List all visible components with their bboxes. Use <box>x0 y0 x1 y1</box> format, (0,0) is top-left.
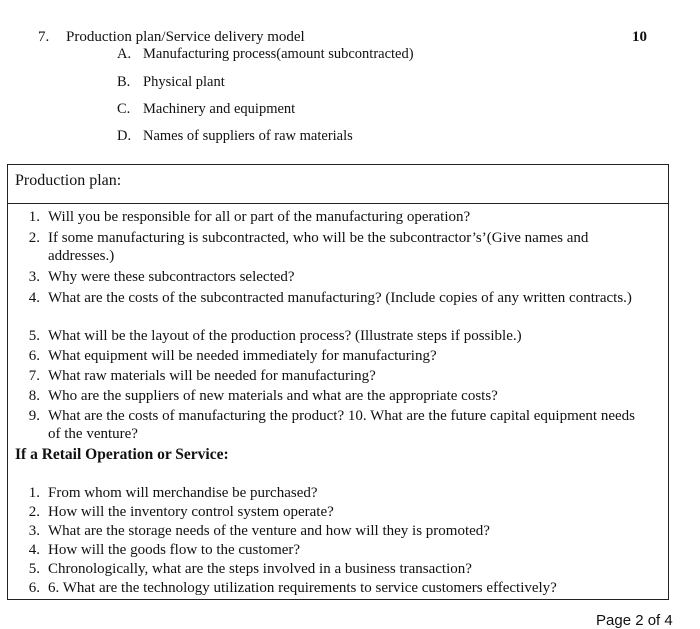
list-item-number: 2. <box>28 230 40 246</box>
list-item <box>14 387 654 405</box>
list-item-number: 4. <box>28 290 40 306</box>
list-item-text: What equipment will be needed immediately for manufacturing? <box>48 348 437 364</box>
list-item <box>14 289 654 325</box>
list-item-number: 3. <box>28 523 40 539</box>
list-item-text: What are the storage needs of the venture and how will they is promoted? <box>48 523 490 539</box>
section-item-text: Names of suppliers of raw materials <box>143 128 353 144</box>
list-item-number: 7. <box>28 368 40 384</box>
list-item-text: Will you be responsible for all or part of the manufacturing operation? <box>48 209 471 225</box>
list-item-number: 6. <box>28 580 40 596</box>
list-item-text: From whom will merchandise be purchased? <box>48 485 318 501</box>
list-item-text: If some manufacturing is subcontracted, who will be the subcontractor’s’(Give names and addresses.) <box>48 230 589 264</box>
list-item-text: What are the costs of manufacturing the product? 10. What are the future capital equipment needs of the venture? <box>48 408 635 442</box>
list-item-text: Why were these subcontractors selected? <box>48 269 295 285</box>
list-item <box>14 503 654 521</box>
section-title: Production plan/Service delivery model <box>66 29 305 45</box>
list-item <box>14 522 654 540</box>
list-item <box>14 367 654 385</box>
section-item-text: Manufacturing process(amount subcontracted) <box>143 46 414 62</box>
list-item <box>14 484 654 502</box>
production-plan-label: Production plan: <box>15 172 122 189</box>
list-item-number: 1. <box>28 209 40 225</box>
section-item-letter: D. <box>117 128 132 144</box>
section-item-text: Physical plant <box>143 74 225 90</box>
section-item-letter: A. <box>117 46 132 62</box>
list-item-number: 3. <box>28 269 40 285</box>
list-item-text: What are the costs of the subcontracted manufacturing? (Include copies of any written contracts.) <box>48 290 632 306</box>
section-points: 10 <box>632 29 647 45</box>
list-item-text: Chronologically, what are the steps involved in a business transaction? <box>48 561 472 577</box>
list-item <box>14 407 654 443</box>
list-item <box>14 579 654 597</box>
list-item <box>14 347 654 365</box>
section-item-text: Machinery and equipment <box>143 101 296 117</box>
list-item-number: 1. <box>28 485 40 501</box>
list-item-number: 6. <box>28 348 40 364</box>
list-item-number: 4. <box>28 542 40 558</box>
list-item-number: 9. <box>28 408 40 424</box>
list-item <box>14 268 654 286</box>
section-item-letter: C. <box>117 101 131 117</box>
page-number: Page 2 of 4 <box>596 612 673 629</box>
list-item-number: 8. <box>28 388 40 404</box>
list-item-text: What will be the layout of the production process? (Illustrate steps if possible.) <box>48 328 522 344</box>
list-item-number: 5. <box>28 328 40 344</box>
list-item-text: How will the inventory control system operate? <box>48 504 334 520</box>
list-item-text: How will the goods flow to the customer? <box>48 542 301 558</box>
list-item <box>14 541 654 559</box>
list-item <box>14 560 654 578</box>
section-item-letter: B. <box>117 74 131 90</box>
list-item <box>14 229 654 265</box>
section-number: 7. <box>38 29 50 45</box>
list-item <box>14 327 654 345</box>
list-item <box>14 208 654 226</box>
list-item-text: Who are the suppliers of new materials and what are the appropriate costs? <box>48 388 498 404</box>
list-item-number: 5. <box>28 561 40 577</box>
list-item-number: 2. <box>28 504 40 520</box>
list-item-text: What raw materials will be needed for manufacturing? <box>48 368 376 384</box>
retail-heading: If a Retail Operation or Service: <box>15 446 229 463</box>
list-item-text: 6. What are the technology utilization requirements to service customers effectively? <box>48 580 557 596</box>
